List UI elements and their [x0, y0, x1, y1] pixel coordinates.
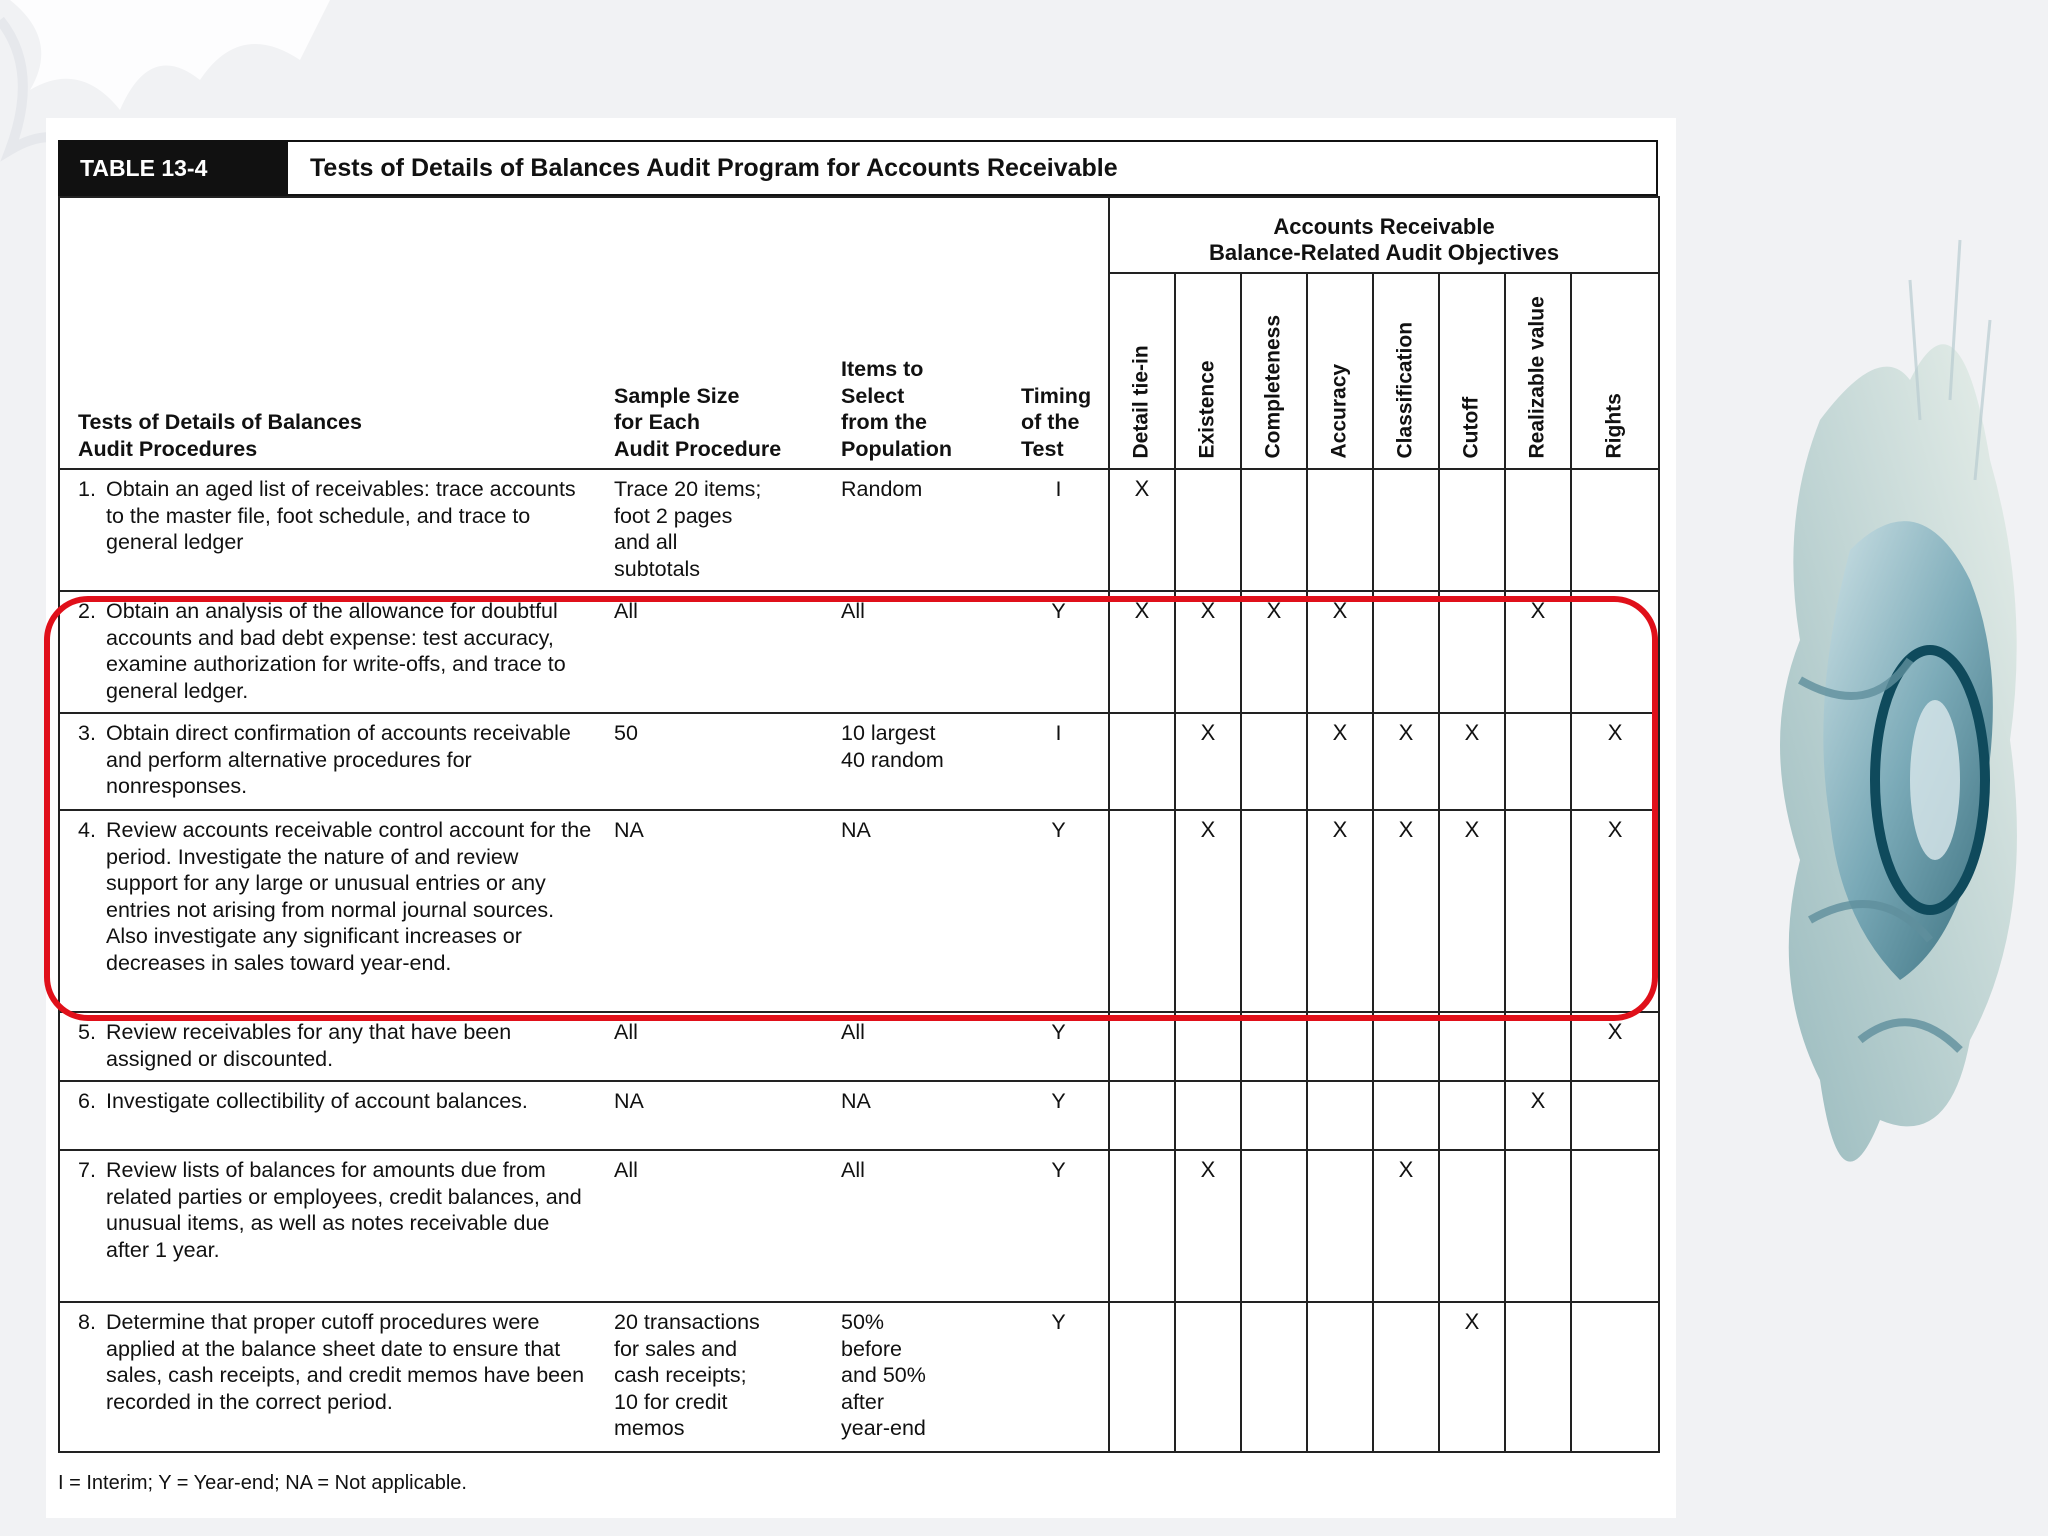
procedure-cell: [59, 1012, 602, 1081]
objective-mark-cell: [1175, 469, 1241, 591]
items-to-select-cell: All: [829, 1150, 1009, 1302]
timing-cell: Y: [1009, 1302, 1109, 1452]
objective-mark-cell: X: [1307, 591, 1373, 713]
objective-mark-cell: X: [1175, 1150, 1241, 1302]
procedure-cell: [59, 810, 602, 1012]
objective-mark-cell: [1439, 469, 1505, 591]
objective-mark-cell: [1373, 1081, 1439, 1150]
items-to-select-cell: All: [829, 591, 1009, 713]
objective-mark-cell: X: [1109, 469, 1175, 591]
objective-mark-cell: [1109, 1012, 1175, 1081]
items-to-select-cell: 10 largest 40 random: [829, 713, 1009, 810]
procedure-text: Review receivables for any that have been assigned or discounted.: [106, 1020, 512, 1071]
header-sample-size: Sample Size for Each Audit Procedure: [602, 197, 829, 469]
procedure-text: Obtain an aged list of receivables: trace accounts to the master file, foot schedule, and trace to general ledger: [106, 477, 576, 554]
header-objective: Classification: [1373, 273, 1439, 469]
objective-mark-cell: [1241, 810, 1307, 1012]
audit-program-table: [58, 196, 1660, 1453]
sample-size-cell: All: [602, 591, 829, 713]
objective-mark-cell: [1109, 1302, 1175, 1452]
table-row: [59, 469, 1659, 591]
procedure-text: Determine that proper cutoff procedures were applied at the balance sheet date to ensure that sales, cash receipts, and credit memos have been recorded in the correct period.: [106, 1310, 585, 1414]
table-number: TABLE 13-4: [60, 142, 288, 194]
table-row: [59, 591, 1659, 713]
timing-cell: Y: [1009, 591, 1109, 713]
objective-mark-cell: [1109, 810, 1175, 1012]
header-objective: Existence: [1175, 273, 1241, 469]
objective-mark-cell: [1439, 1150, 1505, 1302]
items-to-select-cell: 50% before and 50% after year-end: [829, 1302, 1009, 1452]
items-to-select-cell: NA: [829, 810, 1009, 1012]
procedure-number: 5.: [78, 1020, 96, 1044]
objective-mark-cell: [1307, 1150, 1373, 1302]
objective-mark-cell: X: [1571, 713, 1659, 810]
objective-mark-cell: X: [1175, 713, 1241, 810]
objective-mark-cell: X: [1571, 810, 1659, 1012]
procedure-cell: [59, 713, 602, 810]
objective-mark-cell: X: [1373, 1150, 1439, 1302]
items-to-select-cell: All: [829, 1012, 1009, 1081]
table-title: Tests of Details of Balances Audit Program for Accounts Receivable: [310, 153, 1118, 182]
objective-mark-cell: [1241, 713, 1307, 810]
objective-mark-cell: [1373, 469, 1439, 591]
objective-mark-cell: [1373, 591, 1439, 713]
objective-mark-cell: [1505, 469, 1571, 591]
sample-size-cell: All: [602, 1012, 829, 1081]
sample-size-cell: NA: [602, 1081, 829, 1150]
sample-size-cell: NA: [602, 810, 829, 1012]
header-objective: Rights: [1571, 273, 1659, 469]
procedure-cell: [59, 591, 602, 713]
header-objective: Accuracy: [1307, 273, 1373, 469]
objective-mark-cell: [1109, 1081, 1175, 1150]
objective-mark-cell: [1241, 1302, 1307, 1452]
sample-size-cell: All: [602, 1150, 829, 1302]
objective-mark-cell: [1505, 810, 1571, 1012]
objective-mark-cell: X: [1505, 1081, 1571, 1150]
table-caption: [58, 140, 1658, 196]
objective-mark-cell: [1241, 1081, 1307, 1150]
sample-size-cell: 50: [602, 713, 829, 810]
procedure-cell: [59, 1150, 602, 1302]
table-row: [59, 1012, 1659, 1081]
items-to-select-cell: Random: [829, 469, 1009, 591]
table-row: [59, 1081, 1659, 1150]
objective-mark-cell: [1307, 1081, 1373, 1150]
header-procedures: Tests of Details of Balances Audit Procedures: [59, 197, 602, 469]
objective-mark-cell: X: [1505, 591, 1571, 713]
header-timing: Timing of the Test: [1009, 197, 1109, 469]
procedure-number: 1.: [78, 477, 96, 501]
procedure-number: 2.: [78, 599, 96, 623]
objective-mark-cell: [1439, 1012, 1505, 1081]
items-to-select-cell: NA: [829, 1081, 1009, 1150]
objective-mark-cell: X: [1307, 713, 1373, 810]
timing-cell: I: [1009, 469, 1109, 591]
timing-cell: Y: [1009, 1081, 1109, 1150]
header-items-to-select: Items to Select from the Population: [829, 197, 1009, 469]
objective-mark-cell: [1571, 1081, 1659, 1150]
objective-mark-cell: X: [1571, 1012, 1659, 1081]
audit-table-figure: [58, 140, 1658, 1494]
objective-mark-cell: X: [1307, 810, 1373, 1012]
objective-mark-cell: [1175, 1012, 1241, 1081]
objective-mark-cell: [1241, 469, 1307, 591]
objective-mark-cell: X: [1373, 713, 1439, 810]
objective-mark-cell: [1373, 1012, 1439, 1081]
header-objective: Cutoff: [1439, 273, 1505, 469]
objective-mark-cell: [1439, 591, 1505, 713]
objective-mark-cell: [1505, 1150, 1571, 1302]
table-row: [59, 1150, 1659, 1302]
timing-cell: Y: [1009, 1012, 1109, 1081]
procedure-text: Review accounts receivable control account for the period. Investigate the nature of and review support for any large or unusual entries or any entries not arising from normal journal sources. Also investigate any significant increases or decreases in sales toward year-end.: [106, 818, 592, 975]
table-footnote: I = Interim; Y = Year-end; NA = Not applicable.: [58, 1472, 467, 1494]
objective-mark-cell: [1571, 1150, 1659, 1302]
procedure-text: Review lists of balances for amounts due from related parties or employees, credit balances, and unusual items, as well as notes receivable due after 1 year.: [106, 1158, 582, 1262]
objective-mark-cell: [1175, 1081, 1241, 1150]
objective-mark-cell: [1241, 1012, 1307, 1081]
decorative-abstract-art: [1760, 220, 2040, 1350]
objective-mark-cell: X: [1439, 713, 1505, 810]
header-objectives-group: Accounts Receivable Balance-Related Audit Objectives: [1109, 197, 1659, 273]
objective-mark-cell: [1241, 1150, 1307, 1302]
objective-mark-cell: X: [1109, 591, 1175, 713]
timing-cell: Y: [1009, 810, 1109, 1012]
objective-mark-cell: [1571, 591, 1659, 713]
objective-mark-cell: [1505, 713, 1571, 810]
objective-mark-cell: [1307, 469, 1373, 591]
objective-mark-cell: X: [1439, 1302, 1505, 1452]
objective-mark-cell: X: [1175, 591, 1241, 713]
header-objective: Realizable value: [1505, 273, 1571, 469]
procedure-cell: [59, 1081, 602, 1150]
sample-size-cell: Trace 20 items; foot 2 pages and all subtotals: [602, 469, 829, 591]
objective-mark-cell: [1571, 469, 1659, 591]
objective-mark-cell: [1307, 1302, 1373, 1452]
procedure-number: 6.: [78, 1089, 96, 1113]
objective-mark-cell: [1439, 1081, 1505, 1150]
objective-mark-cell: X: [1439, 810, 1505, 1012]
objective-mark-cell: [1505, 1012, 1571, 1081]
procedure-text: Obtain an analysis of the allowance for doubtful accounts and bad debt expense: test accuracy, examine authorization for write-offs, and trace to general ledger.: [106, 599, 566, 703]
header-objective: Completeness: [1241, 273, 1307, 469]
objective-mark-cell: X: [1373, 810, 1439, 1012]
objective-mark-cell: X: [1175, 810, 1241, 1012]
timing-cell: I: [1009, 713, 1109, 810]
table-row: [59, 810, 1659, 1012]
header-objective: Detail tie-in: [1109, 273, 1175, 469]
timing-cell: Y: [1009, 1150, 1109, 1302]
objective-mark-cell: [1505, 1302, 1571, 1452]
procedure-text: Investigate collectibility of account balances.: [106, 1089, 528, 1113]
objective-mark-cell: X: [1241, 591, 1307, 713]
objective-mark-cell: [1571, 1302, 1659, 1452]
objective-mark-cell: [1373, 1302, 1439, 1452]
procedure-number: 8.: [78, 1310, 96, 1334]
procedure-cell: [59, 1302, 602, 1452]
procedure-number: 3.: [78, 721, 96, 745]
sample-size-cell: 20 transactions for sales and cash receipts; 10 for credit memos: [602, 1302, 829, 1452]
procedure-number: 7.: [78, 1158, 96, 1182]
objective-mark-cell: [1109, 713, 1175, 810]
objective-mark-cell: [1175, 1302, 1241, 1452]
procedure-number: 4.: [78, 818, 96, 842]
objective-mark-cell: [1307, 1012, 1373, 1081]
objective-mark-cell: [1109, 1150, 1175, 1302]
table-row: [59, 1302, 1659, 1452]
procedure-text: Obtain direct confirmation of accounts receivable and perform alternative procedures for nonresponses.: [106, 721, 571, 798]
table-row: [59, 713, 1659, 810]
procedure-cell: [59, 469, 602, 591]
